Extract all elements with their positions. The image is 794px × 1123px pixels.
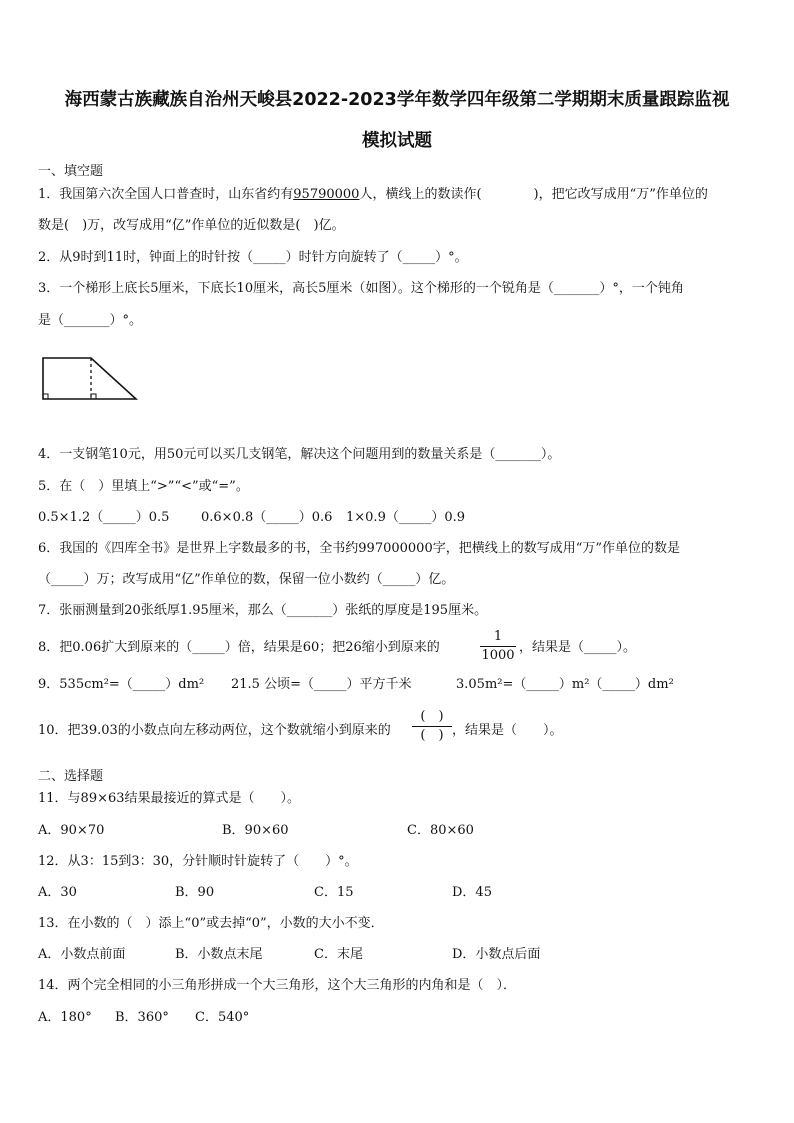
- question-14-option-a: A．180°: [38, 1010, 92, 1025]
- question-11-option-b: B．90×60: [222, 823, 289, 838]
- question-8-text-b: ，结果是（_____）。: [519, 640, 637, 655]
- question-13-option-a: A．小数点前面: [38, 947, 126, 962]
- question-14-stem: 14．两个完全相同的小三角形拼成一个大三角形，这个大三角形的内角和是（ ）．: [38, 978, 517, 993]
- page-title-line1: 海西蒙古族藏族自治州天峻县2022-2023学年数学四年级第二学期期末质量跟踪监视: [64, 90, 730, 110]
- question-12-options: [38, 883, 756, 903]
- question-7: 7．张丽测量到20张纸厚1.95厘米，那么（_______）张纸的厚度是195厘米。: [38, 603, 488, 618]
- question-8: [38, 638, 756, 658]
- question-5-items: [38, 508, 756, 528]
- question-8-text-a: 8．把0.06扩大到原来的（_____）倍，结果是60；把26缩小到原来的: [38, 640, 440, 655]
- fraction-numerator: 1: [493, 629, 503, 644]
- question-1-line2: 数是( )万，改写成用“亿”作单位的近似数是( )亿。: [38, 218, 345, 233]
- fraction-blank-numerator: ( ): [420, 709, 444, 724]
- question-11-stem: 11．与89×63结果最接近的算式是（ ）。: [38, 791, 301, 806]
- question-1-text-b: 人，横线上的数读作( )，把它改写成用“万”作单位的: [359, 187, 708, 202]
- fraction-bar: [480, 646, 516, 647]
- question-11-option-c: C．80×60: [407, 823, 474, 838]
- question-10-text-b: ，结果是（ ）。: [452, 723, 563, 738]
- question-11-options: [38, 821, 756, 841]
- section-heading-fill-blank: 一、填空题: [38, 164, 104, 179]
- question-10: [38, 721, 756, 741]
- question-14-option-b: B．360°: [115, 1010, 169, 1025]
- question-9-item-2: 21.5 公顷=（_____）平方千米: [231, 677, 412, 692]
- question-12-option-d: D．45: [452, 885, 492, 900]
- question-11-option-a: A．90×70: [38, 823, 105, 838]
- fraction-blank-bar: [412, 726, 452, 727]
- question-5-stem: 5．在（ ）里填上“>”“<”或“=”。: [38, 479, 249, 494]
- question-3-line2: 是（_______）°。: [38, 313, 143, 328]
- question-5-item-2: 0.6×0.8（_____）0.6: [201, 510, 333, 525]
- question-1-number: 95790000: [293, 187, 360, 202]
- section-heading-multiple-choice: 二、选择题: [38, 769, 104, 784]
- question-1-line1: [38, 185, 756, 205]
- question-13-option-c: C．末尾: [314, 947, 363, 962]
- question-12-option-c: C．15: [314, 885, 354, 900]
- question-12-option-b: B．90: [175, 885, 215, 900]
- question-13-option-d: D．小数点后面: [452, 947, 541, 962]
- question-12-stem: 12．从3：15到3：30，分针顺时针旋转了（ ）°。: [38, 854, 358, 869]
- question-14-option-c: C．540°: [195, 1010, 250, 1025]
- fraction-blank-denominator: ( ): [420, 728, 444, 743]
- question-6-line1: 6．我国的《四库全书》是世界上字数最多的书，全书约997000000字，把横线上的数写成用“万”作单位的数是: [38, 541, 681, 556]
- question-6-line2: （_____）万；改写成用“亿”作单位的数，保留一位小数约（_____）亿。: [38, 572, 455, 587]
- question-13-stem: 13．在小数的（ ）添上“0”或去掉“0”，小数的大小不变．: [38, 916, 384, 931]
- trapezoid-shape: [43, 358, 136, 399]
- question-4: 4．一支钢笔10元，用50元可以买几支钢笔，解决这个问题用到的数量关系是（_______）。: [38, 447, 561, 462]
- question-5-item-1: 0.5×1.2（_____）0.5: [38, 510, 170, 525]
- trapezoid-figure: [36, 352, 146, 404]
- question-12-option-a: A．30: [38, 885, 77, 900]
- question-9-item-3: 3.05m²=（_____）m²（_____）dm²: [456, 677, 674, 692]
- fraction-one-thousandth: [480, 629, 516, 664]
- fraction-blank: [412, 709, 452, 744]
- question-14-options: [38, 1008, 756, 1028]
- question-13-options: [38, 945, 756, 965]
- question-9-item-1: 9．535cm²=（_____）dm²: [38, 677, 205, 692]
- question-10-text-a: 10．把39.03的小数点向左移动两位，这个数就缩小到原来的: [38, 723, 391, 738]
- question-9: [38, 675, 756, 695]
- question-1-text-a: 1．我国第六次全国人口普查时，山东省约有: [38, 187, 294, 202]
- question-3-line1: 3．一个梯形上底长5厘米，下底长10厘米，高长5厘米（如图）。这个梯形的一个锐角是（_______）°，一个钝角: [38, 281, 684, 296]
- question-2: 2．从9时到11时，钟面上的时针按（_____）时针方向旋转了（_____）°。: [38, 250, 468, 265]
- fraction-denominator: 1000: [481, 648, 515, 663]
- page-title-line2: 模拟试题: [362, 131, 432, 151]
- question-5-item-3: 1×0.9（_____）0.9: [346, 510, 466, 525]
- question-13-option-b: B．小数点末尾: [175, 947, 263, 962]
